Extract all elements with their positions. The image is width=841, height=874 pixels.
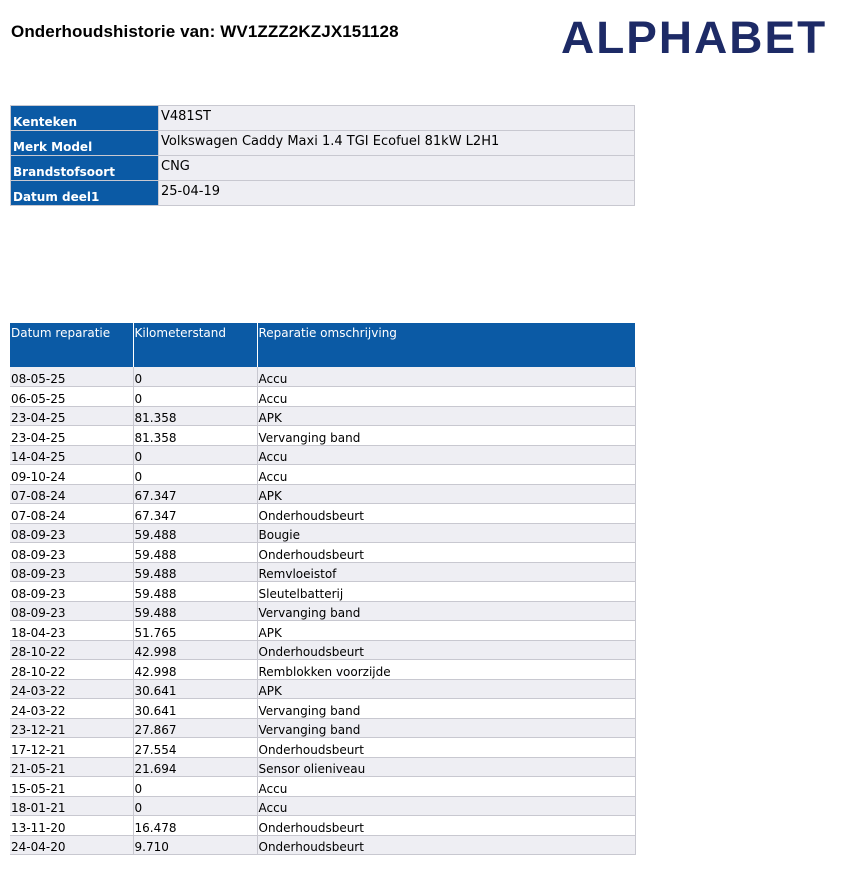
- repair-description-cell: Accu: [257, 777, 635, 797]
- repair-description-cell: Onderhoudsbeurt: [257, 640, 635, 660]
- repair-date-cell: 28-10-22: [10, 640, 133, 660]
- repair-date-cell: 23-12-21: [10, 718, 133, 738]
- repair-date-cell: 18-01-21: [10, 796, 133, 816]
- vehicle-info-value: 25-04-19: [159, 181, 635, 206]
- mileage-cell: 81.358: [133, 426, 257, 446]
- repair-description-cell: Onderhoudsbeurt: [257, 543, 635, 563]
- table-row: [10, 582, 635, 602]
- vehicle-info-label: Brandstofsoort: [11, 156, 159, 181]
- repair-date-cell: 17-12-21: [10, 738, 133, 758]
- repair-description-cell: Accu: [257, 367, 635, 387]
- repair-description-cell: Sensor olieniveau: [257, 757, 635, 777]
- vehicle-info-value: V481ST: [159, 106, 635, 131]
- mileage-cell: 59.488: [133, 562, 257, 582]
- mileage-cell: 0: [133, 796, 257, 816]
- table-row: [10, 835, 635, 855]
- mileage-cell: 21.694: [133, 757, 257, 777]
- mileage-cell: 0: [133, 387, 257, 407]
- table-row: [10, 679, 635, 699]
- repair-date-cell: 08-09-23: [10, 523, 133, 543]
- mileage-cell: 9.710: [133, 835, 257, 855]
- vehicle-info-value: CNG: [159, 156, 635, 181]
- repair-description-cell: APK: [257, 484, 635, 504]
- repair-description-cell: Accu: [257, 445, 635, 465]
- table-row: [10, 796, 635, 816]
- table-row: [10, 484, 635, 504]
- alphabet-logo: ALPHABET: [561, 12, 828, 63]
- mileage-cell: 0: [133, 777, 257, 797]
- repair-date-cell: 13-11-20: [10, 816, 133, 836]
- table-row: [10, 465, 635, 485]
- repair-date-cell: 21-05-21: [10, 757, 133, 777]
- mileage-cell: 42.998: [133, 660, 257, 680]
- repair-date-cell: 23-04-25: [10, 406, 133, 426]
- mileage-cell: 42.998: [133, 640, 257, 660]
- mileage-cell: 67.347: [133, 504, 257, 524]
- mileage-cell: 30.641: [133, 699, 257, 719]
- table-row: [10, 562, 635, 582]
- repair-date-cell: 24-03-22: [10, 679, 133, 699]
- repair-description-cell: APK: [257, 621, 635, 641]
- table-row: [10, 367, 635, 387]
- repair-description-cell: Vervanging band: [257, 699, 635, 719]
- mileage-cell: 30.641: [133, 679, 257, 699]
- repair-description-cell: Accu: [257, 796, 635, 816]
- repair-description-cell: Onderhoudsbeurt: [257, 835, 635, 855]
- mileage-cell: 51.765: [133, 621, 257, 641]
- table-row: [10, 660, 635, 680]
- table-row: [10, 757, 635, 777]
- table-row: [10, 640, 635, 660]
- table-row: [10, 738, 635, 758]
- vehicle-info-row: [11, 106, 635, 131]
- table-row: [10, 718, 635, 738]
- repair-date-cell: 06-05-25: [10, 387, 133, 407]
- repair-date-cell: 18-04-23: [10, 621, 133, 641]
- mileage-cell: 59.488: [133, 543, 257, 563]
- repair-description-cell: Sleutelbatterij: [257, 582, 635, 602]
- table-row: [10, 387, 635, 407]
- repair-date-cell: 28-10-22: [10, 660, 133, 680]
- repair-description-cell: Bougie: [257, 523, 635, 543]
- repair-date-cell: 15-05-21: [10, 777, 133, 797]
- page-title: Onderhoudshistorie van: WV1ZZZ2KZJX151128: [11, 22, 399, 41]
- repair-history-header: [10, 323, 635, 367]
- table-row: [10, 504, 635, 524]
- repair-date-cell: 24-04-20: [10, 835, 133, 855]
- repair-date-cell: 23-04-25: [10, 426, 133, 446]
- repair-date-cell: 08-09-23: [10, 543, 133, 563]
- repair-date-cell: 07-08-24: [10, 484, 133, 504]
- table-row: [10, 601, 635, 621]
- repair-date-cell: 24-03-22: [10, 699, 133, 719]
- column-header-description: Reparatie omschrijving: [257, 323, 635, 367]
- repair-date-cell: 08-05-25: [10, 367, 133, 387]
- mileage-cell: 59.488: [133, 582, 257, 602]
- repair-description-cell: APK: [257, 406, 635, 426]
- repair-description-cell: Vervanging band: [257, 426, 635, 446]
- repair-description-cell: Remvloeistof: [257, 562, 635, 582]
- mileage-cell: 27.554: [133, 738, 257, 758]
- mileage-cell: 59.488: [133, 601, 257, 621]
- table-row: [10, 816, 635, 836]
- repair-description-cell: Onderhoudsbeurt: [257, 738, 635, 758]
- vehicle-info-row: [11, 131, 635, 156]
- table-row: [10, 445, 635, 465]
- mileage-cell: 16.478: [133, 816, 257, 836]
- repair-date-cell: 08-09-23: [10, 582, 133, 602]
- table-row: [10, 523, 635, 543]
- column-header-date: Datum reparatie: [10, 323, 133, 367]
- table-row: [10, 699, 635, 719]
- repair-description-cell: Vervanging band: [257, 601, 635, 621]
- repair-history-body: [10, 367, 635, 855]
- vehicle-info-row: [11, 181, 635, 206]
- vehicle-info-value: Volkswagen Caddy Maxi 1.4 TGI Ecofuel 81kW L2H1: [159, 131, 635, 156]
- table-row: [10, 406, 635, 426]
- repair-description-cell: Accu: [257, 387, 635, 407]
- repair-date-cell: 08-09-23: [10, 601, 133, 621]
- mileage-cell: 0: [133, 445, 257, 465]
- repair-description-cell: Onderhoudsbeurt: [257, 816, 635, 836]
- mileage-cell: 59.488: [133, 523, 257, 543]
- repair-description-cell: APK: [257, 679, 635, 699]
- vehicle-info-row: [11, 156, 635, 181]
- mileage-cell: 0: [133, 367, 257, 387]
- mileage-cell: 81.358: [133, 406, 257, 426]
- table-row: [10, 777, 635, 797]
- repair-description-cell: Remblokken voorzijde: [257, 660, 635, 680]
- table-row: [10, 543, 635, 563]
- repair-date-cell: 09-10-24: [10, 465, 133, 485]
- mileage-cell: 27.867: [133, 718, 257, 738]
- column-header-mileage: Kilometerstand: [133, 323, 257, 367]
- table-row: [10, 426, 635, 446]
- vehicle-info-label: Kenteken: [11, 106, 159, 131]
- repair-date-cell: 08-09-23: [10, 562, 133, 582]
- repair-history-table: [10, 323, 636, 855]
- mileage-cell: 67.347: [133, 484, 257, 504]
- vehicle-info-label: Datum deel1: [11, 181, 159, 206]
- table-row: [10, 621, 635, 641]
- repair-description-cell: Onderhoudsbeurt: [257, 504, 635, 524]
- repair-date-cell: 07-08-24: [10, 504, 133, 524]
- mileage-cell: 0: [133, 465, 257, 485]
- repair-description-cell: Accu: [257, 465, 635, 485]
- vehicle-info-label: Merk Model: [11, 131, 159, 156]
- repair-description-cell: Vervanging band: [257, 718, 635, 738]
- repair-date-cell: 14-04-25: [10, 445, 133, 465]
- vehicle-info-table: [10, 105, 635, 206]
